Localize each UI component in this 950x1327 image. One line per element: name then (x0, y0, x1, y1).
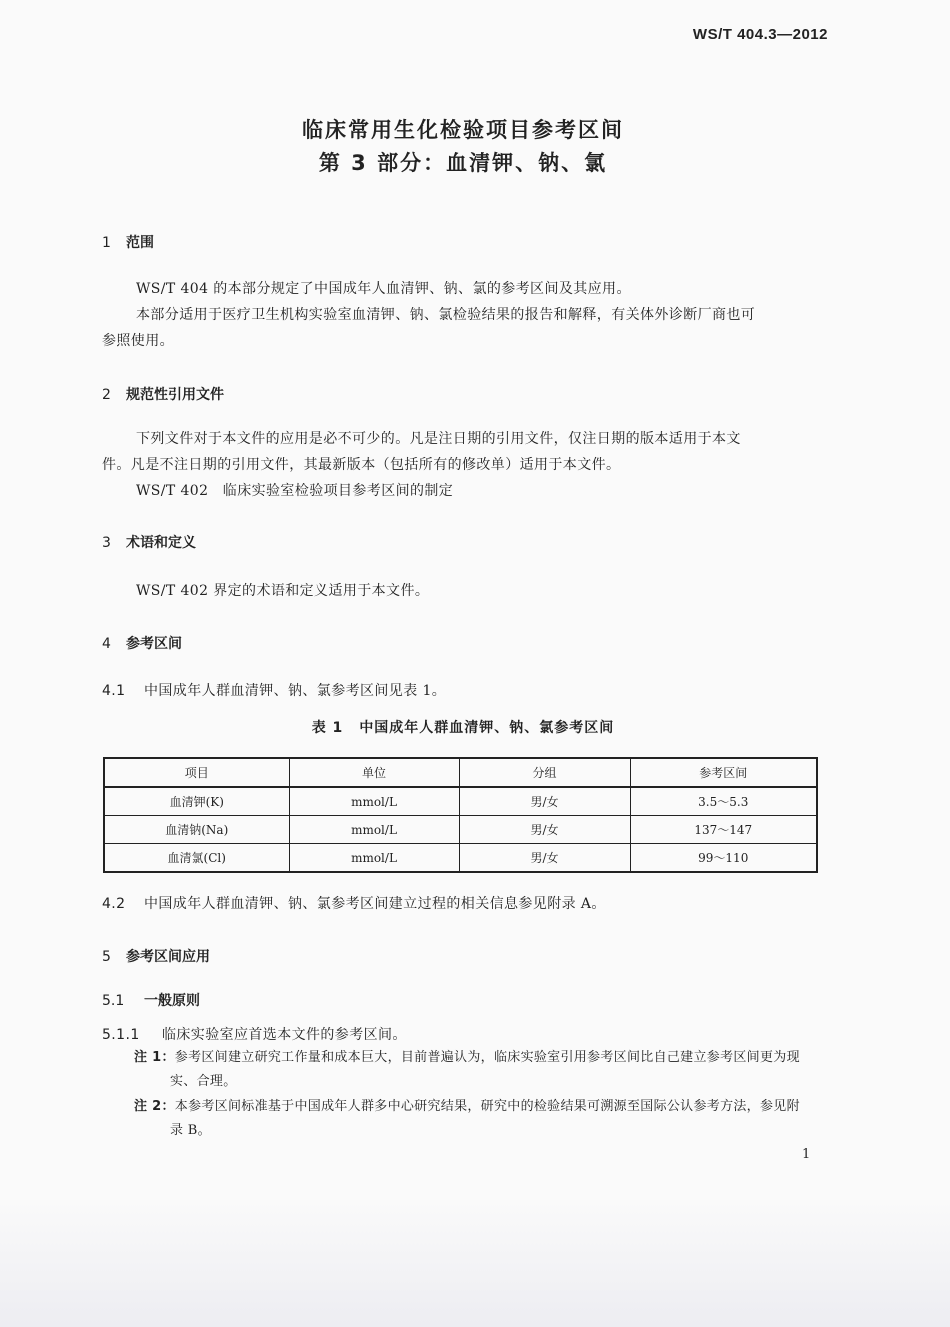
table-cell: mmol/L (289, 816, 459, 844)
paragraph: 下列文件对于本文件的应用是必不可少的。凡是注日期的引用文件，仅注日期的版本适用于本文 (136, 431, 741, 447)
section-3-heading (102, 532, 196, 552)
section-4-heading (102, 633, 182, 653)
table-cell: mmol/L (289, 844, 459, 873)
document-subtitle: 第 3 部分：血清钾、钠、氯 (318, 151, 608, 175)
table-cell: 3.5～5.3 (630, 787, 817, 816)
table-header-row (104, 758, 817, 787)
table-caption-text: 中国成年人群血清钾、钠、氯参考区间 (359, 720, 615, 736)
section-title: 范围 (126, 235, 154, 251)
clause-number: 4.1 (102, 683, 126, 699)
table-row (104, 787, 817, 816)
table-cell: 血清钠(Na) (104, 816, 289, 844)
table-cell: 男/女 (459, 844, 630, 873)
document-title: 临床常用生化检验项目参考区间 (302, 118, 624, 142)
section-number: 3 (102, 535, 111, 551)
note-label: 注 1： (134, 1050, 175, 1065)
section-5-heading (102, 946, 210, 966)
table-caption-number: 表 1 (311, 720, 344, 736)
scan-shading (0, 1200, 950, 1327)
clause-title: 一般原则 (144, 993, 200, 1009)
clause-5-1-heading (102, 990, 200, 1010)
clause-4-2 (102, 891, 606, 917)
clause-text: 中国成年人群血清钾、钠、氯参考区间建立过程的相关信息参见附录 A。 (144, 896, 606, 912)
section-1-heading (102, 232, 154, 252)
table-header-cell: 分组 (459, 758, 630, 787)
clause-text: 中国成年人群血清钾、钠、氯参考区间见表 1。 (144, 683, 447, 699)
note-text: 本参考区间标准基于中国成年人群多中心研究结果，研究中的检验结果可溯源至国际公认参考方法，参见附 (174, 1099, 800, 1114)
table-row (104, 816, 817, 844)
table-cell: 男/女 (459, 816, 630, 844)
table-cell: 99～110 (630, 844, 817, 873)
section-number: 1 (102, 235, 111, 251)
clause-5-1-1 (102, 1022, 407, 1048)
clause-number: 4.2 (102, 896, 126, 912)
page-number: 1 (802, 1147, 811, 1162)
note-text-continued: 录 B。 (170, 1123, 211, 1138)
table-header-cell: 单位 (289, 758, 459, 787)
table-header-cell: 参考区间 (630, 758, 817, 787)
note-text-continued: 实、合理。 (170, 1074, 237, 1089)
table-cell: 男/女 (459, 787, 630, 816)
paragraph: 件。凡是不注日期的引用文件，其最新版本（包括所有的修改单）适用于本文件。 (102, 457, 621, 473)
paragraph: 参照使用。 (102, 333, 174, 349)
note-2 (134, 1095, 834, 1143)
section-title: 参考区间应用 (126, 949, 210, 965)
clause-number: 5.1.1 (102, 1027, 140, 1043)
table-cell: 血清钾(K) (104, 787, 289, 816)
paragraph: WS/T 402 界定的术语和定义适用于本文件。 (136, 583, 430, 599)
table-caption (0, 717, 926, 737)
section-number: 2 (102, 387, 111, 403)
reference-interval-table (103, 757, 818, 873)
table-header-cell: 项目 (104, 758, 289, 787)
section-title: 规范性引用文件 (126, 387, 224, 403)
table-cell: 血清氯(Cl) (104, 844, 289, 873)
paragraph: 本部分适用于医疗卫生机构实验室血清钾、钠、氯检验结果的报告和解释，有关体外诊断厂商也可 (136, 307, 756, 323)
clause-text: 临床实验室应首选本文件的参考区间。 (162, 1027, 407, 1043)
section-2-heading (102, 384, 224, 404)
standard-code: WS/T 404.3—2012 (692, 26, 828, 43)
section-number: 5 (102, 949, 111, 965)
note-label: 注 2： (134, 1099, 175, 1114)
note-1 (134, 1046, 834, 1094)
section-title: 术语和定义 (126, 535, 196, 551)
clause-number: 5.1 (102, 993, 125, 1009)
table-row (104, 844, 817, 873)
table-cell: mmol/L (289, 787, 459, 816)
paragraph: WS/T 404 的本部分规定了中国成年人血清钾、钠、氯的参考区间及其应用。 (136, 281, 631, 297)
section-number: 4 (102, 636, 111, 652)
normative-reference: WS/T 402 临床实验室检验项目参考区间的制定 (136, 483, 454, 499)
note-text: 参考区间建立研究工作量和成本巨大，目前普遍认为，临床实验室引用参考区间比自己建立参考区间更为现 (174, 1050, 800, 1065)
table-cell: 137～147 (630, 816, 817, 844)
clause-4-1 (102, 678, 446, 704)
section-title: 参考区间 (126, 636, 182, 652)
